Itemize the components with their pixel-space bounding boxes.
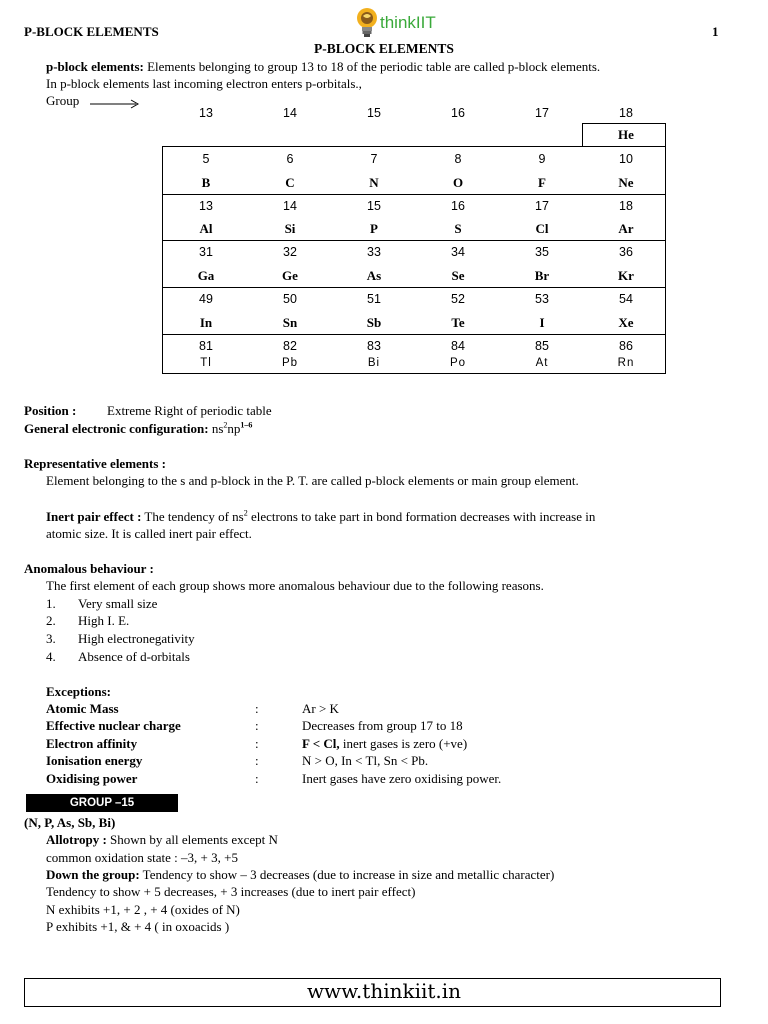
oxidation-state: common oxidation state : –3, + 3, +5 — [46, 850, 238, 865]
element-symbol: N — [369, 175, 379, 190]
atomic-number: 17 — [535, 199, 549, 213]
row-divider — [162, 334, 666, 335]
intro-text-1: Elements belonging to group 13 to 18 of the periodic table are called p-block elements. — [143, 59, 601, 74]
atomic-number: 15 — [367, 199, 381, 213]
config-label: General electronic configuration: — [24, 421, 209, 436]
element-symbol: Rn — [617, 357, 635, 369]
element-symbol: Se — [451, 268, 465, 283]
group-number: 15 — [367, 106, 381, 120]
config-sup: 1–6 — [240, 420, 253, 430]
element-symbol: Si — [284, 221, 296, 236]
atomic-number: 33 — [367, 245, 381, 259]
element-symbol: Cl — [535, 221, 549, 236]
atomic-number: 6 — [286, 152, 294, 166]
exception-value: Decreases from group 17 to 18 — [302, 718, 463, 733]
exceptions-label: Exceptions: — [46, 684, 111, 699]
group-number: 16 — [451, 106, 465, 120]
config-sup: 2 — [223, 420, 228, 430]
atomic-number: 86 — [619, 339, 633, 353]
arrow-right-icon — [90, 99, 140, 109]
lightbulb-icon — [356, 5, 378, 41]
element-symbol: Ne — [618, 175, 634, 190]
atomic-number: 85 — [535, 339, 549, 353]
position-value: Extreme Right of periodic table — [107, 403, 272, 418]
element-symbol: Te — [451, 315, 465, 330]
row-divider — [162, 240, 666, 241]
atomic-number: 50 — [283, 292, 297, 306]
footer-url[interactable]: www.thinkiit.in — [306, 979, 462, 1003]
element-symbol: Xe — [618, 315, 634, 330]
config-line — [24, 421, 252, 437]
exception-value: Inert gases have zero oxidising power. — [302, 771, 502, 786]
exception-key: Ionisation energy — [46, 753, 143, 768]
element-symbol: At — [535, 357, 549, 369]
config-ns: ns — [208, 421, 224, 436]
element-symbol: O — [452, 175, 464, 190]
list-item: High electronegativity — [78, 631, 195, 646]
intro-line-1 — [46, 59, 600, 75]
element-symbol: Po — [449, 357, 467, 369]
group-number: 17 — [535, 106, 549, 120]
intro-label: p-block elements: — [46, 59, 144, 74]
group-15-heading: GROUP –15 — [26, 794, 178, 812]
brand-logo — [356, 4, 436, 42]
atomic-number: 35 — [535, 245, 549, 259]
atomic-number: 83 — [367, 339, 381, 353]
exception-colon: : — [255, 701, 259, 716]
representative-label: Representative elements : — [24, 456, 166, 471]
list-item: Very small size — [78, 596, 158, 611]
element-symbol: S — [454, 221, 462, 236]
atomic-number: 7 — [370, 152, 378, 166]
atomic-number: 52 — [451, 292, 465, 306]
element-symbol: In — [199, 315, 213, 330]
group-number: 18 — [619, 106, 633, 120]
atomic-number: 54 — [619, 292, 633, 306]
inert-text: electrons to take part in bond formation decreases with increase in — [247, 509, 596, 524]
element-symbol: Pb — [281, 357, 299, 369]
brand-name: thinkIIT — [380, 13, 436, 32]
atomic-number: 10 — [619, 152, 633, 166]
list-item: High I. E. — [78, 613, 130, 628]
inert-text-2: atomic size. It is called inert pair effect. — [46, 526, 252, 541]
atomic-number: 34 — [451, 245, 465, 259]
element-symbol: Sb — [366, 315, 382, 330]
exception-value-bold: F < Cl, — [302, 736, 340, 751]
inert-label: Inert pair effect : — [46, 509, 142, 524]
element-symbol: Al — [199, 221, 213, 236]
inert-line-1 — [46, 509, 595, 525]
exception-value: Ar > K — [302, 701, 339, 716]
element-symbol: C — [285, 175, 295, 190]
atomic-number: 32 — [283, 245, 297, 259]
list-item: Absence of d-orbitals — [78, 649, 190, 664]
inert-text: The tendency of ns — [141, 509, 244, 524]
inert-sup: 2 — [243, 508, 248, 518]
exception-colon: : — [255, 753, 259, 768]
atomic-number: 9 — [538, 152, 546, 166]
exception-key: Electron affinity — [46, 736, 138, 751]
atomic-number: 36 — [619, 245, 633, 259]
element-symbol: Br — [534, 268, 550, 283]
atomic-number: 82 — [283, 339, 297, 353]
exception-colon: : — [255, 718, 259, 733]
list-number: 3. — [46, 631, 56, 646]
group-15-elements: (N, P, As, Sb, Bi) — [24, 815, 116, 830]
exception-key: Effective nuclear charge — [46, 718, 181, 733]
anomalous-label: Anomalous behaviour : — [24, 561, 154, 576]
down-group-text: Tendency to show – 3 decreases (due to increase in size and metallic character) — [139, 867, 555, 882]
element-symbol: P — [370, 221, 378, 236]
atomic-number: 81 — [199, 339, 213, 353]
atomic-number: 14 — [283, 199, 297, 213]
page-number: 1 — [712, 24, 719, 39]
element-symbol: Sn — [282, 315, 298, 330]
header-title: P-BLOCK ELEMENTS — [24, 24, 159, 39]
element-symbol: Ar — [618, 221, 634, 236]
list-number: 4. — [46, 649, 56, 664]
list-number: 1. — [46, 596, 56, 611]
anomalous-text: The first element of each group shows more anomalous behaviour due to the following reasons. — [46, 578, 544, 593]
row-divider — [162, 287, 666, 288]
group-number: 13 — [199, 106, 213, 120]
element-symbol: Bi — [367, 357, 381, 369]
atomic-number: 5 — [202, 152, 210, 166]
element-symbol: Ge — [282, 268, 298, 283]
atomic-number: 16 — [451, 199, 465, 213]
exception-colon: : — [255, 736, 259, 751]
position-line — [24, 403, 76, 419]
exception-value: N > O, In < Tl, Sn < Pb. — [302, 753, 429, 768]
config-np: np — [227, 421, 241, 436]
element-symbol: I — [539, 315, 545, 330]
exception-key: Atomic Mass — [46, 701, 119, 716]
position-label: Position : — [24, 403, 77, 418]
atomic-number: 49 — [199, 292, 213, 306]
atomic-number: 8 — [454, 152, 462, 166]
exception-key: Oxidising power — [46, 771, 138, 786]
element-symbol: Kr — [618, 268, 634, 283]
element-symbol: As — [366, 268, 382, 283]
down-group-label: Down the group: — [46, 867, 140, 882]
exception-colon: : — [255, 771, 259, 786]
atomic-number: 51 — [367, 292, 381, 306]
row-divider — [162, 194, 666, 195]
element-symbol: B — [201, 175, 211, 190]
atomic-number: 18 — [619, 199, 633, 213]
atomic-number: 13 — [199, 199, 213, 213]
atomic-number: 31 — [199, 245, 213, 259]
list-number: 2. — [46, 613, 56, 628]
exception-value-text: inert gases is zero (+ve) — [339, 736, 468, 751]
atomic-number: 84 — [451, 339, 465, 353]
allotropy-text: Shown by all elements except N — [106, 832, 278, 847]
group-15-line: Tendency to show + 5 decreases, + 3 increases (due to inert pair effect) — [46, 884, 416, 899]
element-symbol: Tl — [200, 357, 212, 369]
element-symbol: He — [618, 127, 634, 142]
exception-value — [302, 736, 467, 752]
group-label: Group — [46, 93, 80, 108]
group-15-line: N exhibits +1, + 2 , + 4 (oxides of N) — [46, 902, 240, 917]
down-group-line — [46, 867, 554, 883]
group-15-line: P exhibits +1, & + 4 ( in oxoacids ) — [46, 919, 230, 934]
allotropy-line — [46, 832, 278, 848]
atomic-number: 53 — [535, 292, 549, 306]
element-symbol: Ga — [197, 268, 215, 283]
allotropy-label: Allotropy : — [46, 832, 107, 847]
element-symbol: F — [538, 175, 546, 190]
page-title: P-BLOCK ELEMENTS — [314, 41, 454, 56]
intro-text-2: In p-block elements last incoming electron enters p-orbitals., — [46, 76, 362, 91]
representative-text: Element belonging to the s and p-block in the P. T. are called p-block elements or main group element. — [46, 473, 579, 488]
group-number: 14 — [283, 106, 297, 120]
